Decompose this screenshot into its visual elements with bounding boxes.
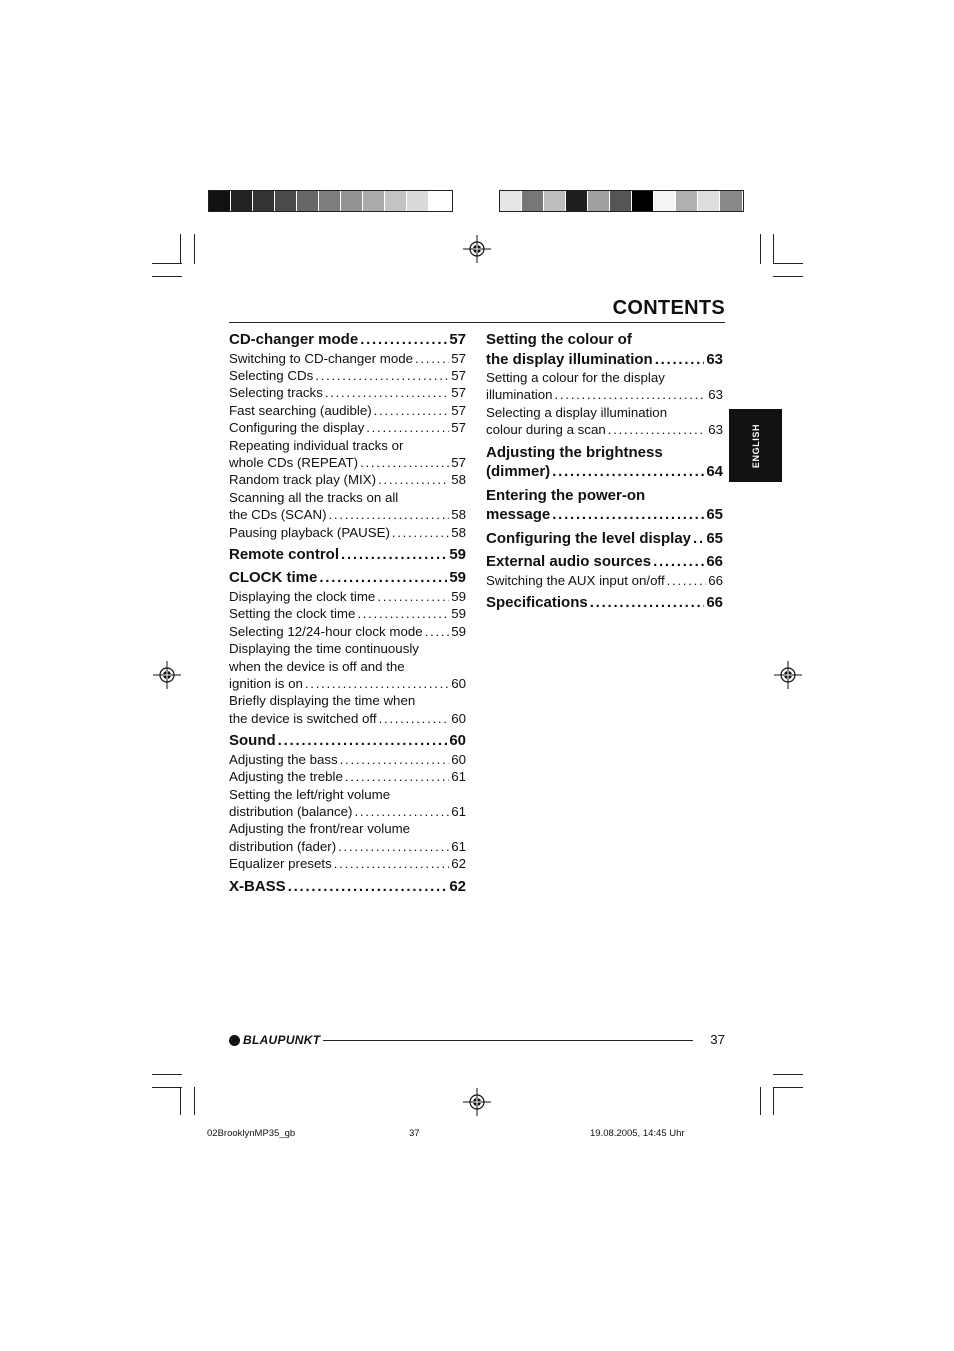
toc-page-number: 62 (449, 877, 466, 895)
toc-entry (229, 471, 466, 488)
title-rule (229, 322, 725, 323)
toc-page-number: 63 (708, 422, 723, 438)
toc-text-line: Setting the left/right volume (229, 786, 391, 802)
toc-text: CLOCK time (229, 569, 318, 587)
toc-heading (229, 330, 466, 350)
crop-mark (773, 1087, 803, 1088)
toc-page-number: 60 (451, 676, 466, 691)
brand-name: BLAUPUNKT (243, 1033, 321, 1047)
toc-page-number: 59 (451, 606, 466, 622)
toc-leader (655, 350, 705, 370)
toc-page-number: 65 (706, 529, 723, 547)
toc-leader (693, 529, 704, 549)
toc-leader (378, 471, 449, 488)
colour-swatch (429, 191, 451, 211)
crop-mark (760, 1087, 761, 1115)
toc-text: distribution (balance) (229, 803, 353, 819)
toc-leader (425, 623, 450, 640)
colour-swatch (698, 191, 720, 211)
toc-page-number: 61 (451, 769, 466, 785)
toc-heading (229, 568, 466, 588)
toc-text-line: Scanning all the tracks on all (229, 489, 399, 505)
toc-text: message (486, 506, 551, 524)
colour-swatch (297, 191, 319, 211)
toc-text: distribution (fader) (229, 838, 337, 854)
registration-target-icon (463, 1088, 491, 1116)
toc-entry (229, 588, 466, 605)
toc-page-number: 66 (708, 572, 723, 588)
toc-text: ignition is on (229, 676, 303, 691)
toc-leader (329, 506, 450, 523)
toc-entry (229, 768, 466, 785)
toc-text-line: Setting a colour for the display (486, 370, 665, 385)
toc-text: the CDs (SCAN) (229, 507, 327, 523)
toc-page-number: 63 (706, 350, 723, 368)
toc-text: Selecting tracks (229, 385, 323, 401)
toc-heading (486, 330, 723, 369)
toc-leader (278, 731, 448, 751)
print-timestamp: 19.08.2005, 14:45 Uhr (590, 1128, 685, 1139)
toc-text: colour during a scan (486, 422, 606, 438)
toc-leader (374, 402, 450, 419)
crop-mark (194, 234, 195, 264)
colour-swatch (341, 191, 363, 211)
toc-text: (dimmer) (486, 463, 551, 481)
crop-mark (194, 1087, 195, 1115)
toc-leader (319, 568, 447, 588)
toc-page-number: 65 (706, 506, 723, 524)
toc-entry (486, 572, 723, 589)
toc-text: Switching to CD-changer mode (229, 350, 414, 366)
toc-entry (229, 692, 466, 727)
footer-rule (323, 1040, 693, 1041)
toc-leader (377, 588, 449, 605)
toc-page-number: 63 (708, 387, 723, 403)
colour-swatch (610, 191, 632, 211)
toc-page-number: 59 (451, 588, 466, 604)
toc-page-number: 59 (449, 569, 466, 587)
toc-text: Sound (229, 732, 276, 750)
registration-target-icon (463, 235, 491, 263)
crop-mark (152, 263, 182, 264)
colour-swatch (385, 191, 407, 211)
colour-calibration-bar-right (499, 190, 744, 212)
language-tab-label: ENGLISH (750, 423, 761, 468)
toc-text: X-BASS (229, 877, 286, 895)
toc-text-line: Adjusting the front/rear volume (229, 821, 411, 837)
toc-leader (590, 593, 705, 613)
toc-leader (360, 330, 447, 350)
toc-page-number: 57 (451, 454, 466, 470)
toc-text: Adjusting the bass (229, 751, 338, 767)
toc-text: Setting the clock time (229, 606, 356, 622)
toc-entry (229, 751, 466, 768)
toc-page-number: 66 (706, 553, 723, 571)
toc-heading (486, 443, 723, 482)
toc-text: Random track play (MIX) (229, 472, 377, 488)
toc-entry (229, 820, 466, 855)
registration-target-icon (153, 661, 181, 689)
toc-page-number: 59 (451, 623, 466, 639)
toc-leader (552, 462, 704, 482)
toc-heading (486, 486, 723, 525)
file-name: 02BrooklynMP35_gb (207, 1128, 296, 1139)
toc-leader (360, 454, 449, 471)
toc-leader (392, 524, 449, 541)
crop-mark (180, 234, 181, 264)
colour-swatch (231, 191, 253, 211)
toc-heading (229, 877, 466, 897)
crop-mark (152, 1087, 182, 1088)
toc-entry (229, 419, 466, 436)
toc-entry (229, 402, 466, 419)
toc-page-number: 57 (451, 367, 466, 383)
colour-swatch (319, 191, 341, 211)
toc-entry (229, 384, 466, 401)
toc-page-number: 64 (706, 463, 723, 481)
colour-swatch (363, 191, 385, 211)
toc-heading (486, 593, 723, 613)
crop-mark (152, 276, 182, 277)
colour-swatch (566, 191, 588, 211)
toc-text-line: when the device is off and the (229, 658, 405, 674)
toc-page-number: 58 (451, 507, 466, 523)
toc-heading (486, 529, 723, 549)
toc-text-line: Displaying the time continuously (229, 641, 419, 657)
colour-swatch (654, 191, 676, 211)
toc-leader (357, 605, 449, 622)
toc-text: Displaying the clock time (229, 588, 376, 604)
toc-page-number: 60 (451, 751, 466, 767)
toc-text: Adjusting the treble (229, 769, 343, 785)
toc-entry (229, 367, 466, 384)
toc-entry (229, 640, 466, 692)
crop-mark (773, 1087, 774, 1115)
toc-leader (288, 877, 448, 897)
toc-entry (486, 369, 723, 404)
toc-text: the display illumination (486, 350, 653, 368)
toc-page-number: 57 (451, 350, 466, 366)
toc-leader (338, 838, 449, 855)
toc-heading (486, 552, 723, 572)
toc-page-number: 57 (449, 331, 466, 348)
toc-page-number: 58 (451, 524, 466, 540)
crop-mark (773, 234, 774, 264)
language-tab (729, 409, 782, 482)
toc-page-number: 57 (451, 402, 466, 418)
toc-leader (379, 710, 450, 727)
toc-entry (229, 437, 466, 472)
toc-leader (325, 384, 449, 401)
colour-swatch (500, 191, 522, 211)
crop-mark (773, 276, 803, 277)
colour-calibration-bar-left (208, 190, 453, 212)
toc-page-number: 66 (706, 594, 723, 612)
toc-text: the device is switched off (229, 710, 377, 726)
toc-page-number: 61 (451, 838, 466, 854)
toc-text: Specifications (486, 594, 588, 612)
toc-column-right (486, 330, 723, 613)
colour-swatch (544, 191, 566, 211)
toc-entry (486, 404, 723, 439)
toc-page-number: 60 (449, 732, 466, 750)
toc-text: Remote control (229, 545, 340, 563)
toc-heading (229, 731, 466, 751)
toc-text: Configuring the display (229, 420, 365, 436)
sheet-number: 37 (409, 1128, 420, 1139)
colour-swatch (407, 191, 429, 211)
toc-text: Selecting CDs (229, 367, 314, 383)
toc-leader (608, 421, 706, 438)
toc-entry (229, 350, 466, 367)
toc-text: Switching the AUX input on/off (486, 572, 665, 588)
toc-text-line: Repeating individual tracks or (229, 437, 404, 453)
registration-target-icon (774, 661, 802, 689)
toc-leader (555, 386, 707, 403)
toc-page-number: 62 (451, 856, 466, 872)
toc-leader (334, 855, 449, 872)
toc-page-number: 59 (449, 545, 466, 563)
toc-leader (340, 751, 450, 768)
colour-swatch (253, 191, 275, 211)
toc-page-number: 60 (451, 710, 466, 726)
toc-text: illumination (486, 387, 553, 403)
toc-text-line: Setting the colour of (486, 331, 632, 348)
brand-dot-icon (229, 1035, 240, 1046)
toc-text: CD-changer mode (229, 331, 359, 348)
toc-text: Pausing playback (PAUSE) (229, 524, 390, 540)
toc-text: Selecting 12/24-hour clock mode (229, 623, 423, 639)
toc-entry (229, 605, 466, 622)
crop-mark (180, 1087, 181, 1115)
toc-text: Fast searching (audible) (229, 402, 372, 418)
toc-text: Equalizer presets (229, 856, 332, 872)
toc-leader (667, 572, 707, 589)
colour-swatch (522, 191, 544, 211)
toc-text: Configuring the level display (486, 529, 692, 547)
toc-leader (653, 552, 704, 572)
toc-leader (552, 505, 704, 525)
toc-text-line: Selecting a display illumination (486, 404, 668, 420)
toc-entry (229, 786, 466, 821)
toc-leader (354, 803, 449, 820)
toc-leader (341, 545, 447, 565)
toc-page-number: 61 (451, 803, 466, 819)
crop-mark (760, 234, 761, 264)
page-number: 37 (710, 1032, 725, 1047)
toc-text-line: Entering the power-on (486, 486, 646, 504)
toc-text: whole CDs (REPEAT) (229, 454, 359, 470)
colour-swatch (632, 191, 654, 211)
toc-leader (315, 367, 449, 384)
colour-swatch (275, 191, 297, 211)
toc-leader (415, 350, 449, 367)
toc-page-number: 58 (451, 472, 466, 488)
toc-text: External audio sources (486, 553, 652, 571)
crop-mark (773, 1074, 803, 1075)
colour-swatch (588, 191, 610, 211)
toc-entry (229, 855, 466, 872)
toc-page-number: 57 (451, 420, 466, 436)
crop-mark (773, 263, 803, 264)
toc-text-line: Adjusting the brightness (486, 443, 663, 461)
toc-leader (305, 675, 449, 692)
colour-swatch (676, 191, 698, 211)
colour-swatch (209, 191, 231, 211)
brand-logo (229, 1033, 320, 1047)
toc-page-number: 57 (451, 385, 466, 401)
toc-entry (229, 524, 466, 541)
colour-swatch (720, 191, 742, 211)
toc-text-line: Briefly displaying the time when (229, 693, 416, 709)
toc-leader (345, 768, 449, 785)
toc-column-left (229, 330, 466, 896)
toc-entry (229, 489, 466, 524)
crop-mark (152, 1074, 182, 1075)
toc-heading (229, 545, 466, 565)
page-title: CONTENTS (612, 297, 725, 319)
toc-leader (366, 419, 449, 436)
toc-entry (229, 623, 466, 640)
